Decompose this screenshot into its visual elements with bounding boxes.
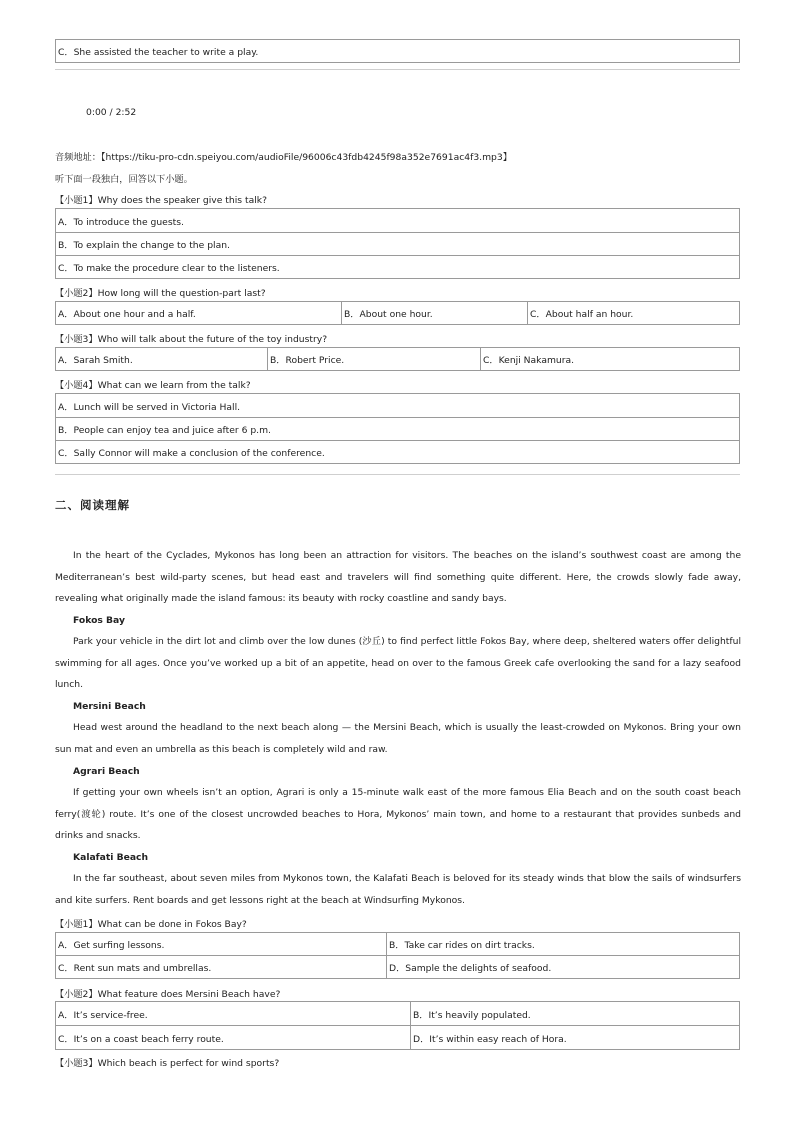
subheading-mersini-beach: Mersini Beach (73, 701, 146, 712)
passage-kalafati (55, 868, 741, 911)
passage-fokos (55, 631, 741, 696)
options-table (55, 301, 740, 325)
subheading-kalafati-beach: Kalafati Beach (73, 852, 149, 863)
option-b[interactable]: B．About one hour. (341, 302, 527, 324)
option-a[interactable]: A．It’s service-free. (58, 1009, 148, 1021)
subheading-agrari-beach: Agrari Beach (73, 766, 140, 777)
question-stem: 【小题1】Why does the speaker give this talk? (55, 195, 267, 206)
option-c[interactable]: C．It’s on a coast beach ferry route. (58, 1033, 224, 1045)
question-stem: 【小题3】Who will talk about the future of the toy industry? (55, 334, 328, 345)
options-table (55, 932, 740, 956)
option-c[interactable]: C．Rent sun mats and umbrellas. (58, 963, 212, 974)
options-table (55, 347, 740, 371)
passage-kalafati-text: In the far southeast, about seven miles from Mykonos town, the Kalafati Beach is beloved for its steady winds that blow the sails of windsurfers and kite surfers. Rent boards and get lessons right at the beach at Windsurfing Mykonos. (55, 873, 741, 906)
audio-time-display[interactable]: 0:00 / 2:52 (86, 107, 137, 118)
options-table (55, 955, 740, 979)
question-stem: 【小题3】Which beach is perfect for wind sports? (55, 1058, 280, 1069)
option-a[interactable]: A．Get surfing lessons. (58, 940, 165, 951)
passage-fokos-text: Park your vehicle in the dirt lot and climb over the low dunes (沙丘) to find perfect little Fokos Bay, where deep, sheltered waters offer delightful swimming for all ages. Once you’ve worked up a bit of an appetite, head on over to the famous Greek cafe overlooking the sand for a lazy seafood lunch. (55, 636, 741, 690)
option-a[interactable]: A．Lunch will be served in Victoria Hall. (58, 401, 241, 413)
passage-mersini-text: Head west around the headland to the next beach along — the Mersini Beach, which is usually the least-crowded on Mykonos. Bring your own sun mat and even an umbrella as this beach is completely wild and raw. (55, 722, 741, 755)
option-c[interactable]: C．Sally Connor will make a conclusion of the conference. (56, 440, 739, 463)
question-stem: 【小题4】What can we learn from the talk? (55, 380, 251, 391)
option-b[interactable]: B．People can enjoy tea and juice after 6 p.m. (56, 417, 739, 440)
question-stem: 【小题2】What feature does Mersini Beach have? (55, 989, 281, 1000)
option-a[interactable]: A．To introduce the guests. (58, 216, 184, 228)
passage-agrari-text: If getting your own wheels isn’t an option, Agrari is only a 15-minute walk east of the more famous Elia Beach and on the south coast beach ferry(渡轮) route. It’s one of the closest uncrowded beaches to Hora, Mykonos’ main town, and home to a restaurant that provides sunbeds and drinks and snacks. (55, 787, 741, 841)
option-c[interactable]: C．She assisted the teacher to write a play. (58, 47, 259, 58)
question-stem: 【小题1】What can be done in Fokos Bay? (55, 919, 247, 930)
divider (55, 69, 740, 70)
option-a[interactable]: A．About one hour and a half. (58, 309, 196, 320)
passage-agrari (55, 782, 741, 847)
section-title: 二、阅读理解 (55, 498, 130, 512)
subheading-fokos-bay: Fokos Bay (73, 615, 125, 626)
option-b[interactable]: B．Take car rides on dirt tracks. (386, 933, 741, 955)
listening-instruction: 听下面一段独白，回答以下小题。 (55, 174, 193, 185)
options-table (55, 1025, 740, 1050)
divider (55, 474, 740, 475)
option-row (55, 39, 740, 63)
option-c[interactable]: C．To make the procedure clear to the listeners. (56, 255, 739, 278)
options-table (55, 393, 740, 464)
option-b[interactable]: B．Robert Price. (267, 348, 480, 370)
option-b[interactable]: B．It’s heavily populated. (410, 1002, 741, 1025)
options-table (55, 1001, 740, 1026)
option-c[interactable]: C．Kenji Nakamura. (480, 348, 741, 370)
passage-intro (55, 545, 741, 610)
question-stem: 【小题2】How long will the question-part last? (55, 288, 266, 299)
option-d[interactable]: D．Sample the delights of seafood. (386, 956, 741, 978)
passage-intro-text: In the heart of the Cyclades, Mykonos has long been an attraction for visitors. The beaches on the island’s southwest coast are among the Mediterranean’s best wild-party scenes, but head east and travelers will find something quite different. Here, the crowds slowly fade away, revealing what originally made the island famous: its beauty with rocky coastline and sandy bays. (55, 550, 741, 604)
option-c[interactable]: C．About half an hour. (527, 302, 741, 324)
option-b[interactable]: B．To explain the change to the plan. (56, 232, 739, 255)
audio-address: 音频地址：【https://tiku-pro-cdn.speiyou.com/audioFile/96006c43fdb4245f98a352e7691ac4f3.mp3】 (55, 152, 512, 163)
option-a[interactable]: A．Sarah Smith. (58, 355, 133, 366)
options-table (55, 208, 740, 279)
option-d[interactable]: D．It’s within easy reach of Hora. (410, 1026, 741, 1049)
passage-mersini (55, 717, 741, 760)
